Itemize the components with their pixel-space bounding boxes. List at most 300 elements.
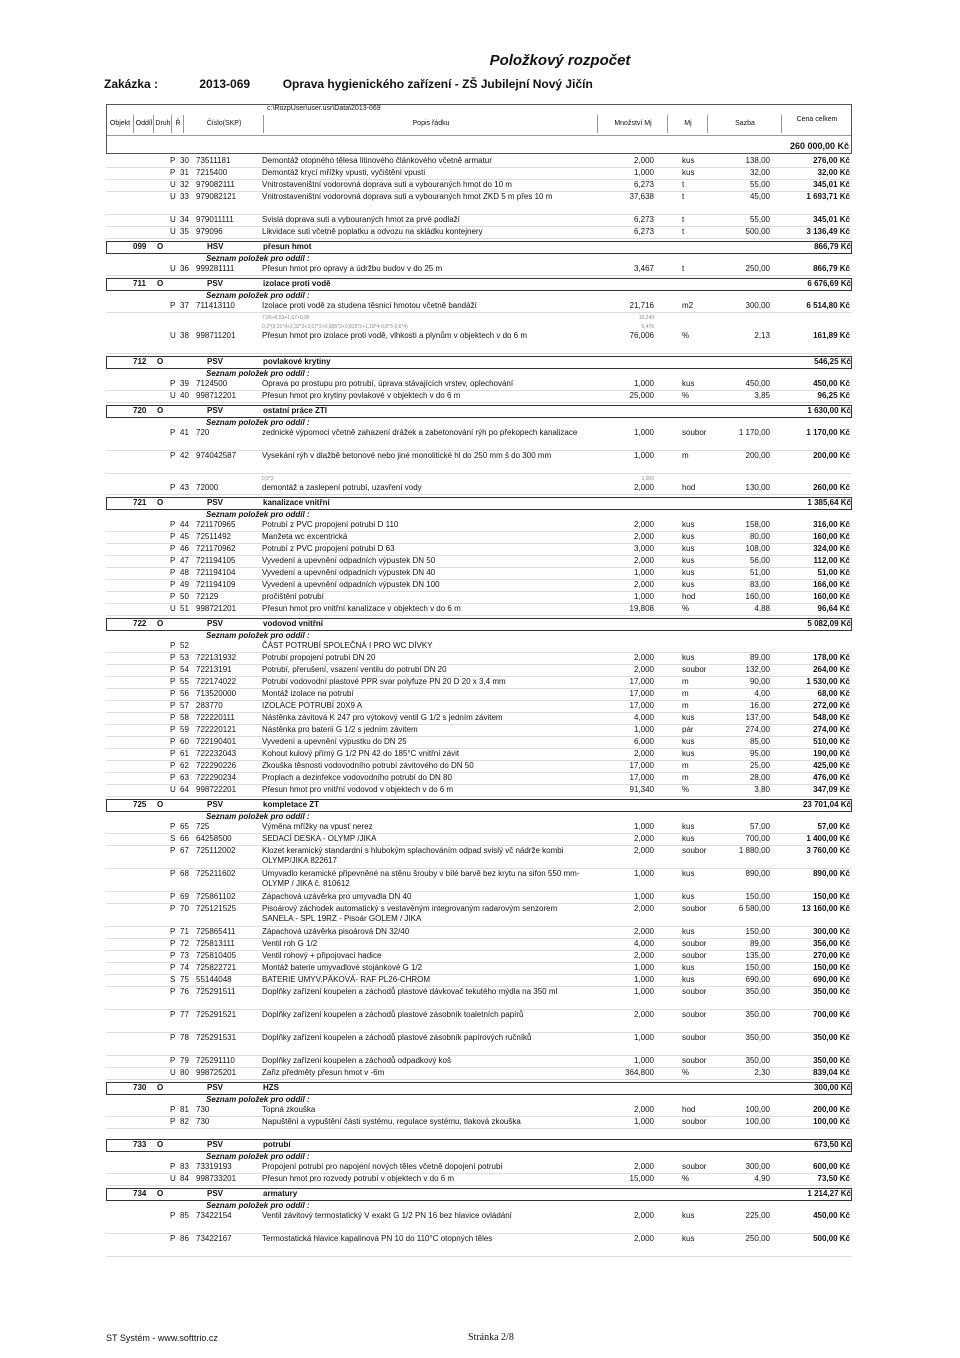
row-unit: soubor [682, 428, 707, 437]
row-code: 725291511 [196, 987, 236, 996]
row-type: P [170, 939, 176, 948]
row-quantity: 2,000 [633, 904, 654, 913]
row-description: demontáž a zaslepení potrubí, uzavření vody [262, 483, 422, 492]
row-quantity: 1,000 [633, 1117, 654, 1126]
section-list-label [106, 510, 852, 520]
row-unit-price: 350,00 [745, 987, 770, 996]
table-row [106, 987, 852, 1010]
row-quantity: 25,000 [629, 391, 654, 400]
row-type: P [170, 904, 176, 913]
table-row [106, 264, 852, 276]
row-number: 62 [180, 761, 189, 770]
row-total: 57,00 Kč [817, 822, 850, 831]
row-description: Topná zkouška [262, 1105, 316, 1114]
row-quantity: 3,000 [633, 544, 654, 553]
row-number: 67 [180, 846, 189, 855]
row-type: U [170, 180, 176, 189]
row-type: P [170, 428, 176, 437]
row-unit: kus [682, 544, 695, 553]
table-row [106, 520, 852, 532]
row-code: 725861102 [196, 892, 236, 901]
row-number: 54 [180, 665, 189, 674]
row-code: 722174022 [196, 677, 237, 686]
row-description: Potrubí vodovodní plastové PPR svar polyfuze PN 20 D 20 x 3,4 mm [262, 677, 506, 686]
section-total: 866,79 Kč [814, 242, 851, 251]
row-code: 64258500 [196, 834, 232, 843]
row-type: P [170, 1211, 176, 1220]
row-code: 55144048 [196, 975, 232, 984]
row-number: 37 [180, 301, 189, 310]
row-quantity: 1,000 [633, 379, 654, 388]
row-number: 72 [180, 939, 189, 948]
row-total: 150,00 Kč [813, 963, 850, 972]
section-type: O [157, 619, 164, 628]
section-row [106, 799, 852, 812]
row-unit-price: 700,00 [745, 834, 770, 843]
row-unit-price: 250,00 [745, 1234, 770, 1243]
row-type: P [170, 951, 176, 960]
row-number: 76 [180, 987, 189, 996]
row-quantity: 17,000 [629, 689, 654, 698]
row-quantity: 2,000 [633, 846, 654, 855]
section-category: PSV [207, 619, 224, 628]
row-type: P [170, 483, 176, 492]
section-name: kompletace ZT [263, 800, 320, 809]
row-unit: t [682, 180, 685, 189]
row-unit: soubor [682, 1010, 707, 1019]
section-row [106, 356, 852, 369]
section-code: 720 [133, 406, 147, 415]
row-description: Ventil roh G 1/2 [262, 939, 318, 948]
row-unit: kus [682, 834, 695, 843]
row-unit: t [682, 192, 685, 201]
row-code: 73422154 [196, 1211, 232, 1220]
row-description: Vnitrostaveništní vodorovná doprava suti a vybouraných hmot do 10 m [262, 180, 512, 189]
row-type: P [170, 168, 176, 177]
row-description: Propojení potrubí pro napojení nových těles včetně dopojení potrubí [262, 1162, 503, 1171]
row-unit-price: 4,90 [754, 1174, 770, 1183]
section-row [106, 1188, 852, 1201]
row-description: Vyvedení a upevnění výpustku do DN 25 [262, 737, 407, 746]
row-total: 316,00 Kč [813, 520, 850, 529]
row-code: 725121525 [196, 904, 237, 913]
seznam-label: Seznam položek pro oddíl : [206, 291, 310, 300]
row-unit-price: 55,00 [749, 180, 770, 189]
row-unit-price: 137,00 [745, 713, 770, 722]
row-description: pročištění potrubí [262, 592, 324, 601]
row-code: 998725201 [196, 1068, 237, 1077]
row-code: 730 [196, 1117, 210, 1126]
row-unit: kus [682, 168, 695, 177]
row-unit: kus [682, 156, 695, 165]
row-code: 722290234 [196, 773, 237, 782]
section-name: vodovod vnitřní [263, 619, 323, 628]
section-category: PSV [207, 1083, 224, 1092]
table-row [106, 227, 852, 239]
section-category: PSV [207, 357, 224, 366]
seznam-label: Seznam položek pro oddíl : [206, 254, 310, 263]
row-number: 74 [180, 963, 189, 972]
table-row [106, 451, 852, 474]
table-row [106, 592, 852, 604]
row-number: 30 [180, 156, 189, 165]
section-type: O [157, 242, 164, 251]
row-number: 71 [180, 927, 189, 936]
row-total: 425,00 Kč [813, 761, 850, 770]
col-mj: Mj [667, 115, 708, 133]
row-unit-price: 225,00 [745, 1211, 770, 1220]
row-code: 721194109 [196, 580, 236, 589]
table-header [106, 104, 852, 154]
row-number: 47 [180, 556, 189, 565]
row-type: P [170, 1010, 176, 1019]
row-type: P [170, 379, 176, 388]
footer-software: ST Systém - www.softtrio.cz [106, 1333, 218, 1343]
row-unit-price: 28,00 [749, 773, 770, 782]
row-description: Demontáž krycí mřížky vpusti, vyčištění vpusti [262, 168, 426, 177]
row-unit: kus [682, 556, 695, 565]
row-description: Kohout kulový přímý G 1/2 PN 42 do 185°C vnitřní závit [262, 749, 460, 758]
table-row [106, 963, 852, 975]
row-description: Demontáž otopného tělesa litinového článkového včetně armatur [262, 156, 492, 165]
row-number: 64 [180, 785, 189, 794]
row-code: 73511181 [196, 156, 231, 165]
table-row [106, 834, 852, 846]
table-row [106, 749, 852, 761]
row-number: 61 [180, 749, 189, 758]
row-total: 1 170,00 Kč [806, 428, 850, 437]
row-number: 45 [180, 532, 189, 541]
row-unit-price: 25,00 [749, 761, 770, 770]
row-unit: t [682, 215, 685, 224]
row-code: 7124500 [196, 379, 228, 388]
section-list-label [106, 1095, 852, 1105]
table-row [106, 737, 852, 749]
row-unit-price: 4,00 [754, 689, 770, 698]
row-code: 283770 [196, 701, 223, 710]
table-row [106, 428, 852, 451]
row-total: 345,01 Kč [813, 215, 850, 224]
row-description: Vnitrostaveništní vodorovná doprava suti a vybouraných hmot ZKD 5 m přes 10 m [262, 192, 553, 201]
row-unit-price: 150,00 [745, 963, 770, 972]
section-category: PSV [207, 279, 224, 288]
row-unit: kus [682, 1211, 695, 1220]
calc-formula: 0,2*(3,31*4+2,32*2+3,07*2+0,905*2+0,815*2+1,18*4-0,8*3-0,6*4) [262, 324, 408, 330]
row-type: P [170, 737, 176, 746]
row-type: P [170, 532, 176, 541]
row-description: Zápachová uzávěrka pro umyvadla DN 40 [262, 892, 412, 901]
seznam-label: Seznam položek pro oddíl : [206, 418, 310, 427]
row-code: 974042587 [196, 451, 237, 460]
row-number: 70 [180, 904, 189, 913]
row-total: 690,00 Kč [813, 975, 850, 984]
row-unit: kus [682, 568, 695, 577]
row-unit-price: 89,00 [749, 939, 770, 948]
row-unit-price: 16,00 [749, 701, 770, 710]
row-unit-price: 274,00 [745, 725, 770, 734]
table-row [106, 568, 852, 580]
row-code: 72000 [196, 483, 219, 492]
row-type: P [170, 1033, 176, 1042]
row-unit: soubor [682, 904, 707, 913]
row-number: 68 [180, 869, 189, 878]
row-unit-price: 160,00 [745, 592, 770, 601]
row-unit-price: 45,00 [749, 192, 770, 201]
row-unit-price: 57,00 [749, 822, 770, 831]
row-code: 73422167 [196, 1234, 232, 1243]
col-r: Ř [171, 115, 184, 133]
row-unit: soubor [682, 1162, 707, 1171]
row-total: 178,00 Kč [813, 653, 850, 662]
table-row [106, 641, 852, 653]
row-quantity: 364,800 [625, 1068, 654, 1077]
row-description: Doplňky zařízení koupelen a záchodů plastové dávkovač tekutého mýdla na 350 ml [262, 987, 558, 996]
row-type: U [170, 1068, 176, 1077]
row-total: 200,00 Kč [813, 1105, 850, 1114]
row-total: 270,00 Kč [813, 951, 850, 960]
section-total: 1 630,00 Kč [807, 406, 851, 415]
row-unit-price: 4,88 [754, 604, 770, 613]
row-quantity: 6,273 [633, 215, 654, 224]
row-quantity: 1,000 [633, 1033, 654, 1042]
row-unit-price: 108,00 [745, 544, 770, 553]
row-type: P [170, 846, 176, 855]
row-unit-price: 3,80 [754, 785, 770, 794]
row-total: 347,09 Kč [813, 785, 850, 794]
row-number: 49 [180, 580, 189, 589]
row-unit: kus [682, 532, 695, 541]
row-quantity: 1,000 [633, 428, 654, 437]
row-type: P [170, 301, 176, 310]
row-code: 722190401 [196, 737, 237, 746]
row-code: 998722201 [196, 785, 237, 794]
row-code: 721194104 [196, 568, 236, 577]
row-description: Klozet keramický standardní s hlubokým splachováním odpad svislý vč nádrže kombi OLYMP/JIKA 822617 [262, 846, 564, 865]
row-unit: kus [682, 892, 695, 901]
col-cislo: Číslo(SKP) [183, 115, 264, 133]
row-quantity: 37,638 [629, 192, 654, 201]
row-quantity: 1,000 [633, 892, 654, 901]
calc-row [106, 322, 852, 331]
row-description: Doplňky zařízení koupelen a záchodů plastové zásobník papírových ručníků [262, 1033, 532, 1042]
calc-result: 16,240 [638, 315, 654, 321]
section-name: armatury [263, 1189, 298, 1198]
table-row [106, 391, 852, 403]
row-quantity: 76,006 [629, 331, 654, 340]
row-unit: % [682, 604, 690, 613]
row-quantity: 2,000 [633, 1162, 654, 1171]
section-category: PSV [207, 800, 224, 809]
section-code: 734 [133, 1189, 147, 1198]
row-number: 65 [180, 822, 189, 831]
row-total: 200,00 Kč [813, 451, 850, 460]
row-quantity: 6,000 [633, 737, 654, 746]
seznam-label: Seznam položek pro oddíl : [206, 510, 310, 519]
table-row [106, 1105, 852, 1117]
row-code: 730 [196, 1105, 210, 1114]
row-description: Oprava po prostupu pro potrubí, úprava stávajících vrstev, oplechování [262, 379, 514, 388]
row-quantity: 17,000 [629, 773, 654, 782]
section-type: O [157, 1083, 164, 1092]
row-number: 57 [180, 701, 189, 710]
row-unit-price: 100,00 [745, 1117, 770, 1126]
row-code: 721194105 [196, 556, 236, 565]
row-unit: kus [682, 580, 695, 589]
row-quantity: 2,000 [633, 834, 654, 843]
row-description: Manžeta wc excentrická [262, 532, 348, 541]
row-code: 998711201 [196, 331, 236, 340]
row-quantity: 1,000 [633, 168, 654, 177]
row-total: 260,00 Kč [813, 483, 850, 492]
row-unit-price: 80,00 [749, 532, 770, 541]
row-total: 264,00 Kč [813, 665, 850, 674]
col-sazba: Sazba [707, 115, 782, 133]
row-description: Proplach a dezinfekce vodovodního potrubí do DN 80 [262, 773, 452, 782]
row-code: 713520000 [196, 689, 237, 698]
table-row [106, 689, 852, 701]
section-row [106, 1082, 852, 1095]
calc-formula: 0,5*2 [262, 476, 274, 482]
row-description: Pisoárový záchodek automatický s vestavěným integrovaným radarovým senzorem SANELA - SPL 19RZ - Pisoár GOLEM / JIKA [262, 904, 558, 923]
row-description: Montáž baterie umyvadlové stojánkové G 1/2 [262, 963, 423, 972]
row-type: P [170, 451, 176, 460]
document-title: Položkový rozpočet [489, 52, 631, 69]
row-code: 711413110 [196, 301, 235, 310]
row-number: 50 [180, 592, 189, 601]
row-unit-price: 55,00 [749, 215, 770, 224]
col-druh: Druh [153, 115, 172, 133]
row-type: P [170, 761, 176, 770]
row-unit-price: 450,00 [745, 379, 770, 388]
row-type: P [170, 1234, 176, 1243]
row-unit-price: 95,00 [749, 749, 770, 758]
row-unit-price: 350,00 [745, 1033, 770, 1042]
row-description: ČÁST POTRUBÍ SPOLEČNÁ I PRO WC DÍVKY [262, 641, 433, 650]
table-row [106, 822, 852, 834]
row-unit: t [682, 227, 685, 236]
row-total: 866,79 Kč [813, 264, 850, 273]
row-quantity: 2,000 [633, 665, 654, 674]
table-row [106, 331, 852, 354]
section-list-label [106, 369, 852, 379]
row-code: 999281111 [196, 264, 235, 273]
seznam-label: Seznam položek pro oddíl : [206, 1152, 310, 1161]
table-row [106, 544, 852, 556]
row-number: 42 [180, 451, 189, 460]
row-number: 58 [180, 713, 189, 722]
row-number: 38 [180, 331, 189, 340]
row-description: Montáž izolace na potrubí [262, 689, 354, 698]
row-number: 44 [180, 520, 189, 529]
row-unit-price: 6 580,00 [738, 904, 770, 913]
row-quantity: 1,000 [633, 869, 654, 878]
row-total: 190,00 Kč [813, 749, 850, 758]
row-unit-price: 300,00 [745, 301, 770, 310]
section-total: 1 385,64 Kč [807, 498, 851, 507]
row-unit: m [682, 761, 689, 770]
row-description: Zkouška těsnosti vodovodního potrubí závitového do DN 50 [262, 761, 474, 770]
row-unit-price: 350,00 [745, 1056, 770, 1065]
zakazka-code: 2013-069 [199, 77, 251, 91]
row-description: Výměna mřížky na vpusť nerez [262, 822, 373, 831]
row-type: P [170, 665, 176, 674]
row-total: 839,04 Kč [813, 1068, 850, 1077]
table-row [106, 168, 852, 180]
section-total: 5 082,09 Kč [807, 619, 851, 628]
row-unit-price: 135,00 [745, 951, 770, 960]
row-total: 166,00 Kč [813, 580, 850, 589]
row-unit-price: 130,00 [745, 483, 770, 492]
row-number: 66 [180, 834, 189, 843]
row-type: U [170, 192, 176, 201]
table-row [106, 379, 852, 391]
row-total: 890,00 Kč [813, 869, 850, 878]
row-total: 548,00 Kč [813, 713, 850, 722]
row-number: 33 [180, 192, 189, 201]
calc-formula: 7,65+6,53+1,07+0,96 [262, 315, 310, 321]
row-unit: kus [682, 927, 695, 936]
row-type: U [170, 264, 176, 273]
section-code: 722 [133, 619, 147, 628]
table-row [106, 580, 852, 592]
row-quantity: 1,000 [633, 568, 654, 577]
row-total: 272,00 Kč [813, 701, 850, 710]
table-row [106, 939, 852, 951]
row-code: 72129 [196, 592, 219, 601]
row-total: 300,00 Kč [813, 927, 850, 936]
section-name: přesun hmot [263, 242, 312, 251]
seznam-label: Seznam položek pro oddíl : [206, 1095, 310, 1104]
row-code: 7215400 [196, 168, 228, 177]
row-type: P [170, 869, 176, 878]
row-quantity: 1,000 [633, 975, 654, 984]
row-total: 356,00 Kč [813, 939, 850, 948]
row-number: 56 [180, 689, 189, 698]
row-type: U [170, 391, 176, 400]
row-code: 725211602 [196, 869, 236, 878]
col-objekt: Objekt [109, 120, 131, 127]
row-description: SEDACÍ DESKA - OLYMP /JIKA [262, 834, 377, 843]
row-quantity: 2,000 [633, 520, 654, 529]
section-row [106, 405, 852, 418]
section-row [106, 278, 852, 291]
row-description: Vysekání rýh v dlažbě betonové nebo jiné monolitické hl do 250 mm š do 300 mm [262, 451, 552, 460]
section-list-label [106, 291, 852, 301]
table-row [106, 1010, 852, 1033]
section-list-label [106, 1201, 852, 1211]
row-type: P [170, 1056, 176, 1065]
row-total: 3 136,49 Kč [806, 227, 850, 236]
row-code: 72511492 [196, 532, 231, 541]
row-number: 31 [180, 168, 189, 177]
table-row [106, 1117, 852, 1129]
row-description: Likvidace suti včetně poplatku a odvozu na skládku kontejnery [262, 227, 483, 236]
table-row [106, 904, 852, 927]
row-unit: % [682, 785, 690, 794]
row-description: Potrubí propojení potrubí DN 20 [262, 653, 376, 662]
row-unit: hod [682, 592, 696, 601]
row-code: 725810405 [196, 951, 237, 960]
section-category: PSV [207, 406, 224, 415]
row-code: 73319193 [196, 1162, 232, 1171]
row-total: 350,00 Kč [813, 987, 850, 996]
row-unit-price: 150,00 [745, 927, 770, 936]
row-number: 85 [180, 1211, 189, 1220]
row-unit-price: 300,00 [745, 1162, 770, 1171]
row-description: Svislá doprava suti a vybouraných hmot za prvé podlaží [262, 215, 460, 224]
row-description: Zařiz předměty přesun hmot v -6m [262, 1068, 385, 1077]
row-total: 450,00 Kč [813, 379, 850, 388]
